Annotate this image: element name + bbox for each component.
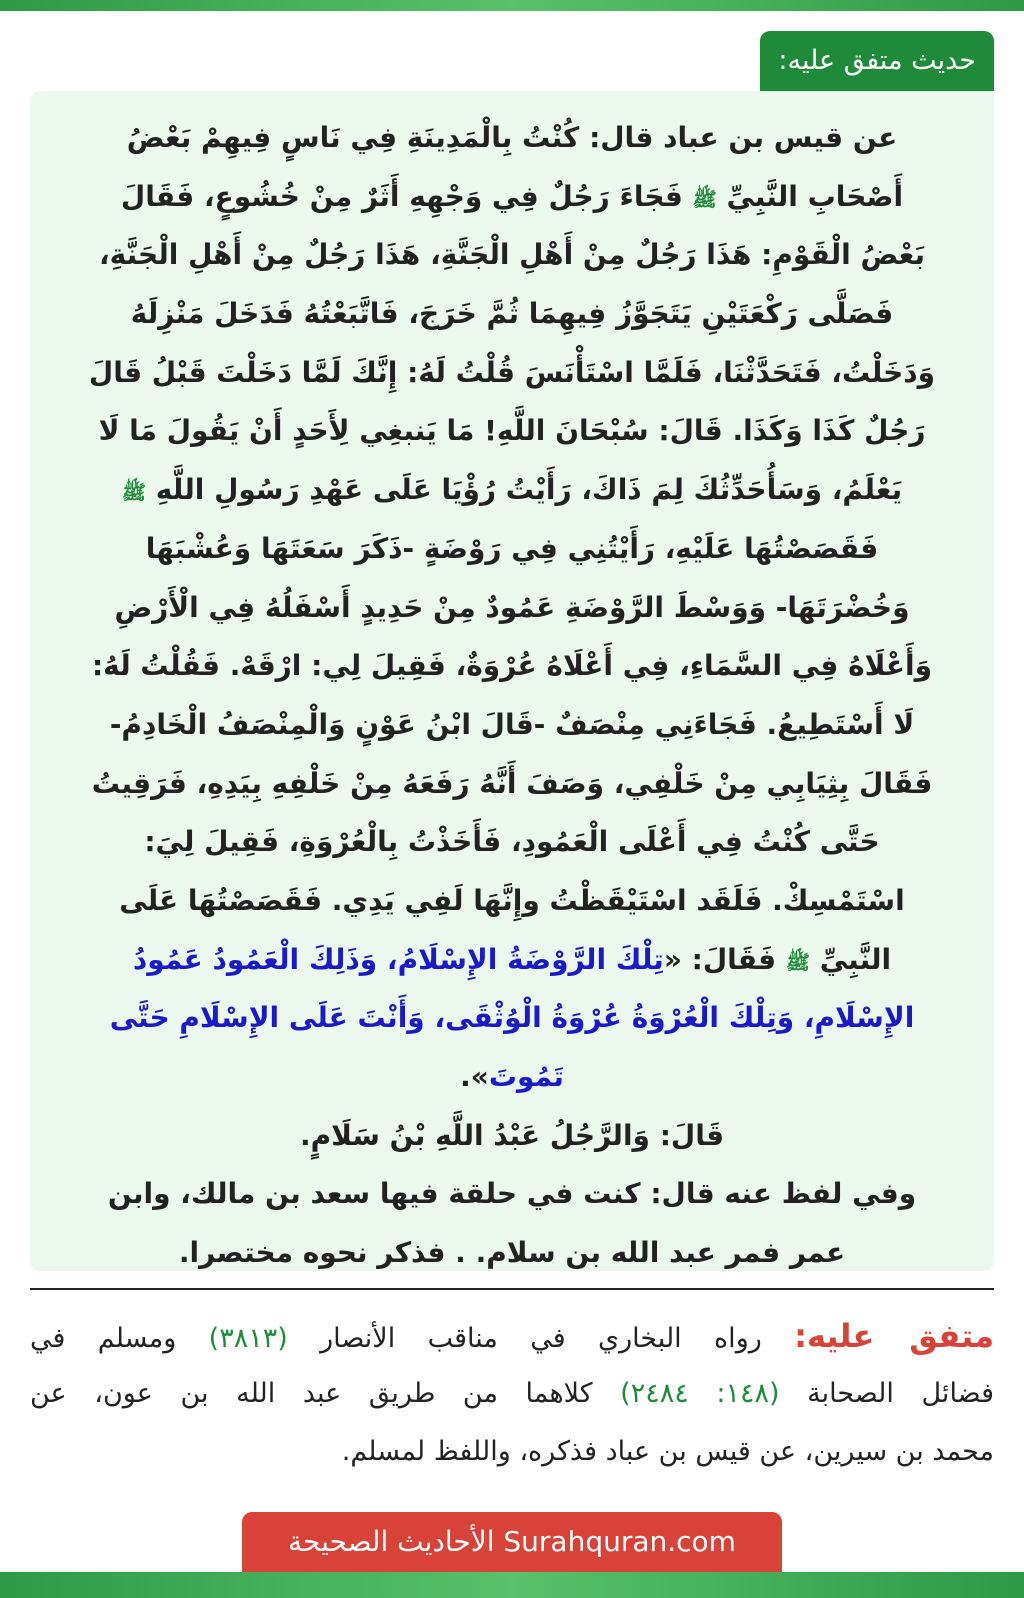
prophet-quote-line: الإِسْلَامِ، وَتِلْكَ الْعُرْوَةُ عُرْوَةُ الْوُثْقَى، وَأَنْتَ عَلَى الإِسْلَامِ حَتَّى — [109, 1001, 915, 1035]
source-label: متفق عليه: — [794, 1317, 995, 1355]
hadith-line: يَعْلَمُ، وَسَأُحَدِّثُكَ لِمَ ذَاكَ، رَأَيْتُ رُؤْيَا عَلَى عَهْدِ رَسُولِ اللَّهِ ﷺ — [121, 473, 903, 507]
hadith-line: النَّبِيِّ ﷺ فَقَالَ: «تِلْكَ الرَّوْضَةُ الإِسْلَامُ، وَذَلِكَ الْعَمُودُ عَمُودُ — [132, 942, 892, 976]
salawat-symbol: ﷺ — [785, 949, 811, 974]
hadith-line: وَأَعْلَاهُ فِي السَّمَاءِ، فِي أَعْلَاهُ عُرْوَةٌ، فَقِيلَ لِي: ارْقَهْ. فَقُلْتُ لَهُ: — [91, 649, 933, 683]
hadith-line: وَخُضْرَتَهَا- وَوَسْطَ الرَّوْضَةِ عَمُودٌ مِنْ حَدِيدٍ أَسْفَلُهُ فِي الْأَرْضِ — [114, 590, 910, 624]
hadith-line: تَمُوتَ». — [460, 1060, 564, 1093]
prophet-quote: تِلْكَ الرَّوْضَةُ الإِسْلَامُ، وَذَلِكَ الْعَمُودُ عَمُودُ — [132, 942, 664, 976]
hadith-line: لَا أَسْتَطِيعُ. فَجَاءَنِي مِنْصَفٌ -قَالَ ابْنُ عَوْنٍ وَالْمِنْصَفُ الْخَادِمُ- — [109, 707, 915, 741]
site-link-button[interactable]: الأحاديث الصحيحة Surahquran.com — [242, 1512, 782, 1572]
hadith-line: عمر فمر عبد الله بن سلام. . فذكر نحوه مختصرا. — [178, 1236, 846, 1270]
hadith-line: بَعْضُ الْقَوْمِ: هَذَا رَجُلٌ مِنْ أَهْلِ الْجَنَّةِ، هَذَا رَجُلٌ مِنْ أَهْلِ الْجَنَّةِ، — [99, 238, 925, 272]
reference-number: (٣٨١٣) — [208, 1323, 288, 1354]
hadith-type-badge: حديث متفق عليه: — [760, 31, 994, 91]
hadith-line: فَصَلَّى رَكْعَتَيْنِ يَتَجَوَّزُ فِيهِمَا ثُمَّ خَرَجَ، فَاتَّبَعْتُهُ فَدَخَلَ مَنْزِلَهُ — [130, 297, 894, 331]
source-line: محمد بن سيرين، عن قيس بن عباد فذكره، واللفظ لمسلم. — [341, 1436, 994, 1467]
top-decorative-bar — [0, 0, 1024, 11]
hadith-line: قَالَ: وَالرَّجُلُ عَبْدُ اللَّهِ بْنُ سَلَامٍ. — [299, 1118, 725, 1152]
hadith-line: فَقَصَصْتُهَا عَلَيْهِ، رَأَيْتُنِي فِي رَوْضَةٍ -ذَكَرَ سَعَتَهَا وَعُشْبَهَا — [145, 531, 879, 565]
hadith-line: وَدَخَلْتُ، فَتَحَدَّثْنَا، فَلَمَّا اسْتَأْنَسَ قُلْتُ لَهُ: إِنَّكَ لَمَّا دَخَلْتَ قَبْلُ قَالَ — [88, 355, 936, 389]
reference-number: (١٤٨: ٢٤٨٤) — [620, 1378, 780, 1409]
hadith-text — [30, 109, 994, 1283]
hadith-line: حَتَّى كُنْتُ فِي أَعْلَى الْعَمُودِ، فَأَخَذْتُ بِالْعُرْوَةِ، فَقِيلَ لِيَ: — [144, 825, 880, 859]
hadith-line: عن قيس بن عباد قال: كُنْتُ بِالْمَدِينَةِ فِي نَاسٍ فِيهِمْ بَعْضُ — [126, 121, 898, 154]
source-line: فضائل الصحابة (١٤٨: ٢٤٨٤) كلاهما من طريق عبد الله بن عون، عن — [30, 1378, 994, 1409]
divider — [30, 1288, 994, 1290]
salawat-symbol: ﷺ — [121, 480, 147, 505]
hadith-line: رَجُلٌ كَذَا وَكَذَا. قَالَ: سُبْحَانَ اللَّهِ! مَا يَنبغِي لِأَحَدٍ أَنْ يَقُولَ مَا لَا — [98, 414, 926, 448]
source-line: متفق عليه: رواه البخاري في مناقب الأنصار (٣٨١٣) ومسلم في — [30, 1317, 995, 1355]
bottom-decorative-bar — [0, 1572, 1024, 1598]
hadith-line: وفي لفظ عنه قال: كنت في حلقة فيها سعد بن مالك، وابن — [107, 1177, 917, 1211]
salawat-symbol: ﷺ — [692, 186, 717, 211]
source-reference — [30, 1307, 994, 1481]
hadith-line: اسْتَمْسِكْ. فَلَقَد اسْتَيْقَظْتُ وإِنَّهَا لَفِي يَدِي. فَقَصَصْتُهَا عَلَى — [119, 883, 905, 917]
prophet-quote: تَمُوتَ — [488, 1060, 564, 1093]
hadith-line: أَصْحَابِ النَّبِيِّ ﷺ فَجَاءَ رَجُلٌ فِي وَجْهِهِ أَثَرٌ مِنْ خُشُوعٍ، فَقَالَ — [120, 179, 904, 213]
hadith-line: فَقَالَ بِثِيَابِي مِنْ خَلْفِي، وَصَفَ أَنَّهُ رَفَعَهُ مِنْ خَلْفِهِ بِيَدِهِ، فَرَقِيتُ — [91, 766, 933, 800]
